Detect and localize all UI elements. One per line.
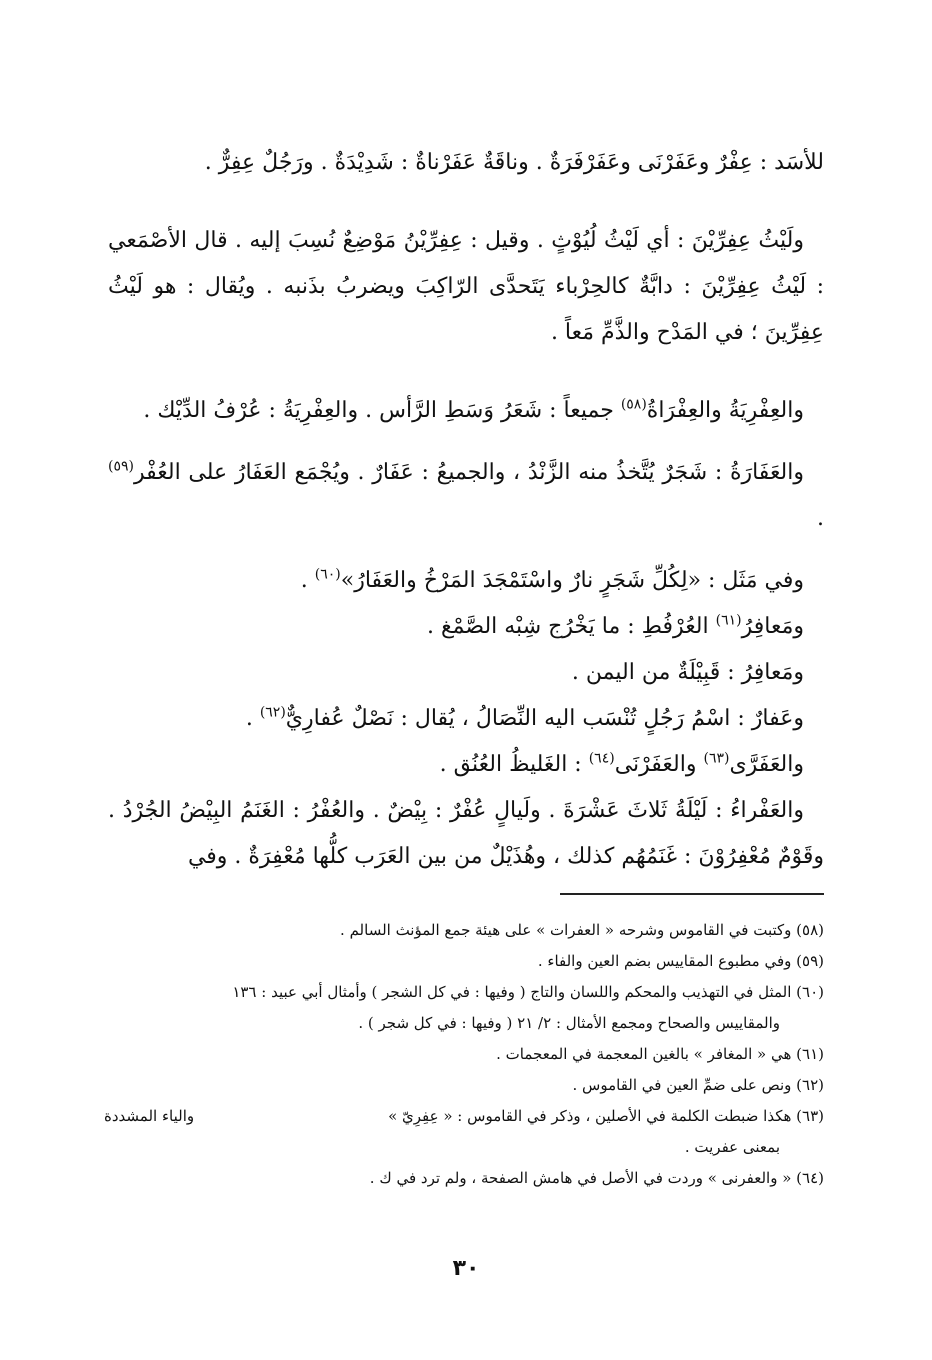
footnote-ref-58[interactable]: (٥٨) bbox=[620, 396, 647, 413]
footnote-62: (٦٢) ونص على ضمِّ العين في القاموس . bbox=[572, 1076, 824, 1094]
paragraph-afar-man: وعَفارٌ : اسْمُ رَجُلٍ تُنْسَب اليه النِّصَالُ ، يُقال : نَصْلٌ عُفارِيٌّ$^{(٦٢)}$ . bbox=[245, 704, 804, 731]
paragraph-ifriya: والعِفْرِيَةُ والعِفْرَاةُ$^{(٥٨)}$ جميعاً : شَعَرُ وَسَطِ الرَّأس . والعِفْرِيَةُ : عُرْفُ الدِّيْك . bbox=[143, 396, 804, 423]
footnote-60-continued: والمقاييس والصحاح ومجمع الأمثال : ٢/ ٢١ ( وفيها : في كل شجر ) . bbox=[358, 1014, 780, 1032]
paragraph-afarra: والعَفَرَّى$^{(٦٣)}$ والعَفَرْنَى$^{(٦٤)}$ : الغَليظُ العُنُق . bbox=[439, 750, 804, 777]
footnote-60: (٦٠) المثل في التهذيب والمحكم واللسان والتاج ( وفيها : في كل الشجر ) وأمثال أبي عبيد : ١٣٦ bbox=[232, 983, 824, 1001]
footnote-ref-64[interactable]: (٦٤) bbox=[588, 750, 615, 767]
footnote-ref-62[interactable]: (٦٢) bbox=[259, 704, 286, 721]
paragraph-proverb: وفي مَثَل : «لِكُلِّ شَجَرٍ نارٌ واسْتَمْجَدَ المَرْخُ والعَفَارُ»$^{(٦٠)}$ . bbox=[300, 566, 804, 593]
footnotes bbox=[104, 915, 824, 1194]
footnote-61: (٦١) هي « المغافر » بالغين المعجمة في المعجمات . bbox=[496, 1045, 824, 1063]
footnote-ref-59[interactable]: (٥٩) bbox=[108, 458, 134, 475]
footnote-63: (٦٣) هكذا ضبطت الكلمة في الأصلين ، وذكر في القاموس : « عِفِرِيّ » والياء المشددة bbox=[104, 1107, 824, 1125]
footnote-59: (٥٩) وفي مطبوع المقاييس بضم العين والفاء . bbox=[537, 952, 824, 970]
footnote-63-continued: بمعنى عفريت . bbox=[684, 1138, 780, 1156]
paragraph-layth-ifirrin: ولَيْثُ عِفِرِّيْنَ : أي لَيْثُ لُيُوْثٍ . وقيل : عِفِرِّيْنُ مَوْضِعٌ نُسِبَ إليه . قال الأصْمَعي : لَيْثُ عِفِرِّيْنَ : دابَّةٌ كالحِرْباء يَتَحدَّى الرّاكِبَ ويضربُ بذَنبه . ويُقال : هو لَيْثُ عِفِرِّينَ ؛ في المَدْح والذَّمِّ مَعاً . bbox=[108, 228, 824, 345]
paragraph-maafir-tribe: ومَعافِرُ : قَبِيْلَةٌ من اليمن . bbox=[571, 660, 804, 685]
footnote-ref-61[interactable]: (٦١) bbox=[715, 612, 742, 629]
paragraph-maafir-urfut: ومَعافِرُ$^{(٦١)}$ العُرْفُطِ : ما يَخْرُج شِبْه الصَّمْغ . bbox=[426, 612, 804, 639]
footnote-58: (٥٨) وكتبت في القاموس وشرحه « العفرات » على هيئة جمع المؤنث السالم . bbox=[340, 921, 824, 939]
paragraph-lion-names: للأسَد : عِفْرٌ وعَفَرْنَى وعَفَرْفَرَةٌ . وناقَةٌ عَفَرْناةٌ : شَدِيْدَةٌ . ورَجُلٌ عِفِرٌّ . bbox=[204, 150, 824, 175]
main-text bbox=[108, 140, 824, 880]
paragraph-afraa: والعَفْراءُ : لَيْلَةُ ثَلاثَ عَشْرَةَ . ولَيالٍ عُفْرٌ : بِيْضٌ . والعُفْرُ : الغَنَمُ البِيْضُ الجُرْدُ . وقَوْمٌ مُعْفِرُوْنَ : غَنَمُهُم كذلك ، وهُذَيْلٌ من بين العَرَب كلُّها مُعْفِرَةٌ . وفي bbox=[108, 798, 824, 869]
page-number: ٣٠ bbox=[452, 1256, 480, 1281]
footnote-ref-63[interactable]: (٦٣) bbox=[703, 750, 730, 767]
footnote-64: (٦٤) « والعفرنى » وردت في الأصل في هامش الصفحة ، ولم ترد في ك . bbox=[369, 1169, 824, 1187]
footnote-ref-60[interactable]: (٦٠) bbox=[314, 566, 341, 583]
footnote-divider bbox=[560, 893, 824, 895]
paragraph-afara: والعَفَارَةُ : شَجَرٌ يُتَّخذُ منه الزَّنْدُ ، والجميعُ : عَفَارٌ . ويُجْمَع العَفَارُ على العُفْر$^{(٥٩)}$ . bbox=[108, 458, 824, 531]
